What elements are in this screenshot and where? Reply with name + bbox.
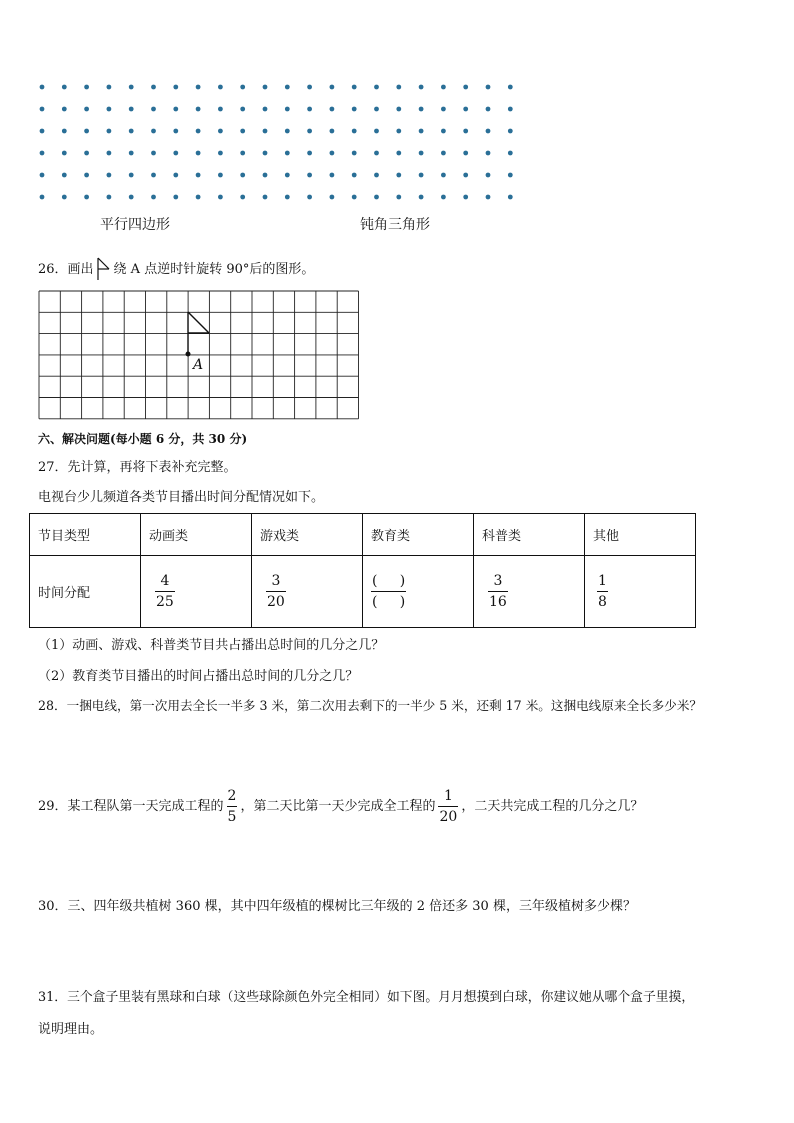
grid-dot: [396, 107, 401, 112]
grid-dot: [285, 129, 290, 134]
grid-dot: [129, 129, 134, 134]
flag-shape-icon: [95, 257, 113, 281]
q29-part1: 29．某工程队第一天完成工程的: [38, 798, 224, 814]
grid-dot: [173, 107, 178, 112]
grid-dot: [218, 151, 223, 156]
grid-dot: [508, 107, 513, 112]
grid-dot: [285, 173, 290, 178]
grid-dot: [419, 195, 424, 200]
grid-dot: [463, 173, 468, 178]
grid-dot: [441, 151, 446, 156]
grid-dot: [486, 173, 491, 178]
grid-dot: [263, 173, 268, 178]
grid-dot: [240, 129, 245, 134]
grid-dot: [84, 85, 89, 90]
grid-dot: [330, 129, 335, 134]
header-cell: 节目类型: [30, 514, 141, 556]
grid-dot: [285, 107, 290, 112]
grid-dot: [374, 195, 379, 200]
grid-dot: [486, 129, 491, 134]
dot-grid-label-parallelogram: 平行四边形: [100, 217, 170, 233]
q26-suffix: 绕 A 点逆时针旋转 90°后的图形。: [113, 262, 315, 277]
grid-dot: [508, 195, 513, 200]
grid-dot: [396, 195, 401, 200]
grid-dot: [40, 151, 45, 156]
grid-dot: [508, 85, 513, 90]
grid-dot: [486, 85, 491, 90]
grid-dot: [40, 107, 45, 112]
grid-dot: [508, 173, 513, 178]
grid-dot: [330, 173, 335, 178]
dot-grid: [30, 78, 520, 208]
fraction-cell: [252, 556, 363, 628]
grid-dot: [486, 195, 491, 200]
grid-dot: [107, 151, 112, 156]
grid-dot: [486, 151, 491, 156]
fraction-blank[interactable]: $\frac{( )}{( )}$: [372, 573, 406, 610]
fraction: $\frac{3}{16}$: [489, 573, 507, 610]
grid-dot: [463, 107, 468, 112]
grid-dot: [307, 173, 312, 178]
grid-dot: [62, 85, 67, 90]
grid-dot: [263, 107, 268, 112]
q27-sub1: （1）动画、游戏、科普类节目共占播出总时间的几分之几？: [38, 638, 385, 653]
grid-dot: [40, 129, 45, 134]
grid-dot: [218, 107, 223, 112]
grid-dot: [441, 173, 446, 178]
grid-dot: [107, 85, 112, 90]
grid-dot: [396, 129, 401, 134]
fraction-cell: [585, 556, 696, 628]
grid-dot: [173, 195, 178, 200]
grid-dot: [352, 129, 357, 134]
grid-dot: [151, 85, 156, 90]
fraction-one-twentieth: $\frac{1}{20}$: [439, 787, 458, 825]
grid-dot: [84, 173, 89, 178]
grid-dot: [441, 195, 446, 200]
fraction-cell: [141, 556, 252, 628]
grid-dot: [84, 107, 89, 112]
grid-dot: [196, 85, 201, 90]
grid-dot: [330, 107, 335, 112]
fraction: $\frac{4}{25}$: [156, 573, 174, 610]
square-grid: [37, 290, 363, 422]
grid-dot: [129, 195, 134, 200]
point-a-label: A: [193, 357, 204, 373]
table-caption: 电视台少儿频道各类节目播出时间分配情况如下。: [38, 490, 325, 505]
grid-dot: [463, 129, 468, 134]
grid-dot: [352, 151, 357, 156]
grid-dot: [40, 195, 45, 200]
grid-dot: [419, 151, 424, 156]
grid-dot: [218, 129, 223, 134]
grid-dot: [151, 195, 156, 200]
grid-dot: [107, 173, 112, 178]
grid-dot: [307, 151, 312, 156]
grid-dot: [307, 129, 312, 134]
question-27: 27．先计算，再将下表补充完整。: [38, 460, 237, 475]
grid-dot: [62, 195, 67, 200]
grid-dot: [129, 107, 134, 112]
grid-dot: [151, 107, 156, 112]
grid-dot: [107, 129, 112, 134]
grid-dot: [396, 85, 401, 90]
grid-dot: [173, 129, 178, 134]
grid-dot: [240, 107, 245, 112]
grid-dot: [218, 85, 223, 90]
question-31-line1: 31．三个盒子里装有黑球和白球（这些球除颜色外完全相同）如下图。月月想摸到白球，你建议她从哪个盒子里摸，: [38, 990, 695, 1005]
grid-dot: [419, 129, 424, 134]
grid-dot: [285, 151, 290, 156]
grid-dot: [196, 129, 201, 134]
grid-dot: [240, 173, 245, 178]
q26-prefix: 26．画出: [38, 262, 94, 277]
table-data-row: [30, 556, 696, 628]
header-cell: 动画类: [141, 514, 252, 556]
grid-dot: [441, 85, 446, 90]
header-cell: 科普类: [474, 514, 585, 556]
fraction: $\frac{1}{8}$: [598, 573, 607, 610]
flag-diagonal: [188, 312, 209, 333]
grid-dot: [508, 151, 513, 156]
section-title: 六、解决问题(每小题 6 分，共 30 分): [38, 432, 248, 446]
grid-dot: [40, 173, 45, 178]
table-header-row: [30, 514, 696, 556]
header-cell: 教育类: [363, 514, 474, 556]
grid-dot: [330, 195, 335, 200]
grid-dot: [62, 129, 67, 134]
grid-dot: [240, 151, 245, 156]
grid-dot: [84, 195, 89, 200]
grid-dot: [285, 195, 290, 200]
grid-dot: [441, 129, 446, 134]
grid-dot: [374, 129, 379, 134]
q29-part2: ，第二天比第一天少完成全工程的: [240, 798, 436, 814]
grid-dot: [40, 85, 45, 90]
grid-dot: [129, 173, 134, 178]
grid-dot: [352, 85, 357, 90]
grid-dot: [151, 151, 156, 156]
grid-dot: [396, 173, 401, 178]
grid-dot: [240, 195, 245, 200]
grid-dot: [173, 85, 178, 90]
grid-dot: [463, 151, 468, 156]
grid-dot: [173, 151, 178, 156]
header-cell: 游戏类: [252, 514, 363, 556]
question-31-line2: 说明理由。: [38, 1022, 104, 1037]
question-29: [38, 786, 643, 826]
grid-dot: [107, 107, 112, 112]
grid-dot: [419, 173, 424, 178]
grid-dot: [307, 85, 312, 90]
grid-dot: [463, 85, 468, 90]
grid-dot: [352, 107, 357, 112]
row-label: 时间分配: [30, 556, 141, 628]
grid-dot: [263, 85, 268, 90]
grid-dot: [151, 129, 156, 134]
grid-dot: [285, 85, 290, 90]
grid-dot: [486, 107, 491, 112]
q29-part3: ，二天共完成工程的几分之几？: [461, 798, 644, 814]
grid-dot: [218, 195, 223, 200]
grid-dot: [352, 173, 357, 178]
grid-dot: [129, 151, 134, 156]
fraction-two-fifths: $\frac{2}{5}$: [227, 787, 237, 825]
grid-dot: [62, 107, 67, 112]
grid-dot: [62, 151, 67, 156]
point-a-dot: [186, 352, 191, 357]
grid-dot: [374, 107, 379, 112]
grid-dot: [84, 129, 89, 134]
grid-dot: [263, 129, 268, 134]
grid-dot: [129, 85, 134, 90]
grid-dot: [240, 85, 245, 90]
grid-dot: [151, 173, 156, 178]
fraction: $\frac{3}{20}$: [267, 573, 285, 610]
grid-dot: [463, 195, 468, 200]
grid-dot: [374, 173, 379, 178]
question-28: 28．一捆电线，第一次用去全长一半多 3 米，第二次用去剩下的一半少 5 米，还剩 17 米。这捆电线原来全长多少米？: [38, 698, 703, 713]
fraction-cell: [474, 556, 585, 628]
grid-dot: [352, 195, 357, 200]
fraction-cell-blank[interactable]: [363, 556, 474, 628]
grid-dot: [173, 173, 178, 178]
header-cell: 其他: [585, 514, 696, 556]
time-allocation-table: [29, 513, 696, 628]
grid-dot: [374, 151, 379, 156]
grid-dot: [441, 107, 446, 112]
grid-dot: [263, 195, 268, 200]
grid-dot: [396, 151, 401, 156]
question-30: 30．三、四年级共植树 360 棵，其中四年级植的棵树比三年级的 2 倍还多 30 棵，三年级植树多少棵？: [38, 899, 636, 914]
grid-dot: [218, 173, 223, 178]
grid-dot: [263, 151, 268, 156]
grid-dot: [330, 85, 335, 90]
grid-dot: [84, 151, 89, 156]
grid-dot: [196, 107, 201, 112]
grid-dot: [419, 85, 424, 90]
grid-dot: [62, 173, 67, 178]
grid-dot: [307, 195, 312, 200]
dot-grid-label-obtuse-triangle: 钝角三角形: [360, 217, 430, 233]
grid-dot: [196, 195, 201, 200]
grid-dot: [196, 151, 201, 156]
q27-sub2: （2）教育类节目播出的时间占播出总时间的几分之几？: [38, 669, 359, 684]
grid-dot: [374, 85, 379, 90]
grid-dot: [196, 173, 201, 178]
grid-dot: [508, 129, 513, 134]
grid-dot: [307, 107, 312, 112]
grid-dot: [419, 107, 424, 112]
grid-dot: [107, 195, 112, 200]
grid-dot: [330, 151, 335, 156]
question-26: [38, 257, 314, 281]
